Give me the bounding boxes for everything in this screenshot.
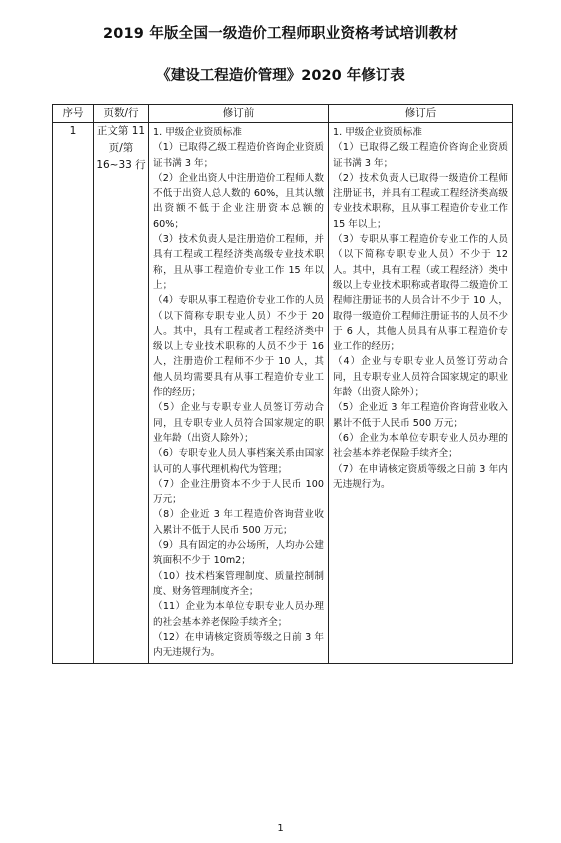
clause-line: （8）企业近 3 年工程造价咨询营业收入累计不低于人民币 500 万元； bbox=[153, 509, 324, 536]
clause-line: （2）技术负责人已取得一级造价工程师注册证书，并具有工程或工程经济类高级专业技术职称，且从事工程造价专业工作 15 年以上； bbox=[333, 172, 508, 230]
header-before: 修订前 bbox=[149, 105, 329, 123]
clause-line: （1）已取得乙级工程造价咨询企业资质证书满 3 年； bbox=[333, 142, 508, 169]
clause-line: （6）企业为本单位专职专业人员办理的社会基本养老保险手续齐全； bbox=[333, 432, 508, 460]
after-text bbox=[329, 123, 512, 495]
cell-page: 正文第 11 页/第 16~33 行 bbox=[94, 123, 149, 664]
revision-table bbox=[52, 104, 513, 664]
table-header-row bbox=[53, 105, 513, 123]
clause-line: 1. 甲级企业资质标准 bbox=[333, 127, 422, 138]
page-number: 1 bbox=[277, 823, 284, 834]
clause-line: （11）企业为本单位专职专业人员办理的社会基本养老保险手续齐全； bbox=[153, 601, 324, 628]
cell-after bbox=[329, 123, 513, 664]
clause-line: （3）专职从事工程造价专业工作的人员（以下简称专职专业人员）不少于 12 人。其中，具有工程（或工程经济）类中级以上专业技术职称或者取得二级造价工程师注册证书的人员合计不少于 10 人，取得一级造价工程师注册证书的人员不少于 6 人，其他人员具有从事工程造价专业工作的经历； bbox=[333, 234, 508, 353]
document-subtitle: 《建设工程造价管理》2020 年修订表 bbox=[156, 68, 405, 84]
cell-seq: 1 bbox=[53, 123, 94, 664]
clause-line: （1）已取得乙级工程造价咨询企业资质证书满 3 年； bbox=[153, 142, 324, 169]
clause-line: （3）技术负责人是注册造价工程师，并具有工程或工程经济类高级专业技术职称，且从事工程造价专业工作 15 年以上； bbox=[153, 234, 324, 291]
clause-line: （9）具有固定的办公场所，人均办公建筑面积不少于 10m2； bbox=[153, 540, 324, 567]
clause-line: （7）企业注册资本不少于人民币 100 万元； bbox=[153, 478, 324, 506]
clause-line: （4）专职从事工程造价专业工作的人员（以下简称专职专业人员）不少于 20 人。其中，具有工程或者工程经济类中级以上专业技术职称的人员不少于 16 人，注册造价工程师不少于 10 人，其他人员均需要具有从事工程造价专业工作的经历； bbox=[153, 295, 324, 399]
clause-line: （6）专职专业人员人事档案关系由国家认可的人事代理机构代为管理； bbox=[153, 448, 324, 475]
clause-line: （12）在申请核定资质等级之日前 3 年内无违规行为。 bbox=[153, 631, 324, 659]
clause-line: （5）企业近 3 年工程造价咨询营业收入累计不低于人民币 500 万元； bbox=[333, 402, 508, 429]
clause-line: （7）在申请核定资质等级之日前 3 年内无违规行为。 bbox=[333, 463, 508, 490]
header-seq: 序号 bbox=[53, 105, 94, 123]
clause-line: （5）企业与专职专业人员签订劳动合同，且专职专业人员符合国家规定的职业年龄（出资人除外）； bbox=[153, 402, 324, 444]
clause-line: （4）企业与专职专业人员签订劳动合同，且专职专业人员符合国家规定的职业年龄（出资人除外）； bbox=[333, 356, 508, 399]
before-text bbox=[149, 123, 328, 663]
table-row bbox=[53, 123, 513, 664]
header-after: 修订后 bbox=[329, 105, 513, 123]
clause-line: （10）技术档案管理制度、质量控制制度、财务管理制度齐全； bbox=[153, 570, 324, 597]
clause-line: （2）企业出资人中注册造价工程师人数不低于出资人总人数的 60%，且其认缴出资额不低于企业注册资本总额的 60%； bbox=[153, 172, 324, 230]
cell-before bbox=[149, 123, 329, 664]
clause-line: 1. 甲级企业资质标准 bbox=[153, 127, 242, 138]
header-page: 页数/行 bbox=[94, 105, 149, 123]
document-title: 2019 年版全国一级造价工程师职业资格考试培训教材 bbox=[102, 26, 459, 42]
